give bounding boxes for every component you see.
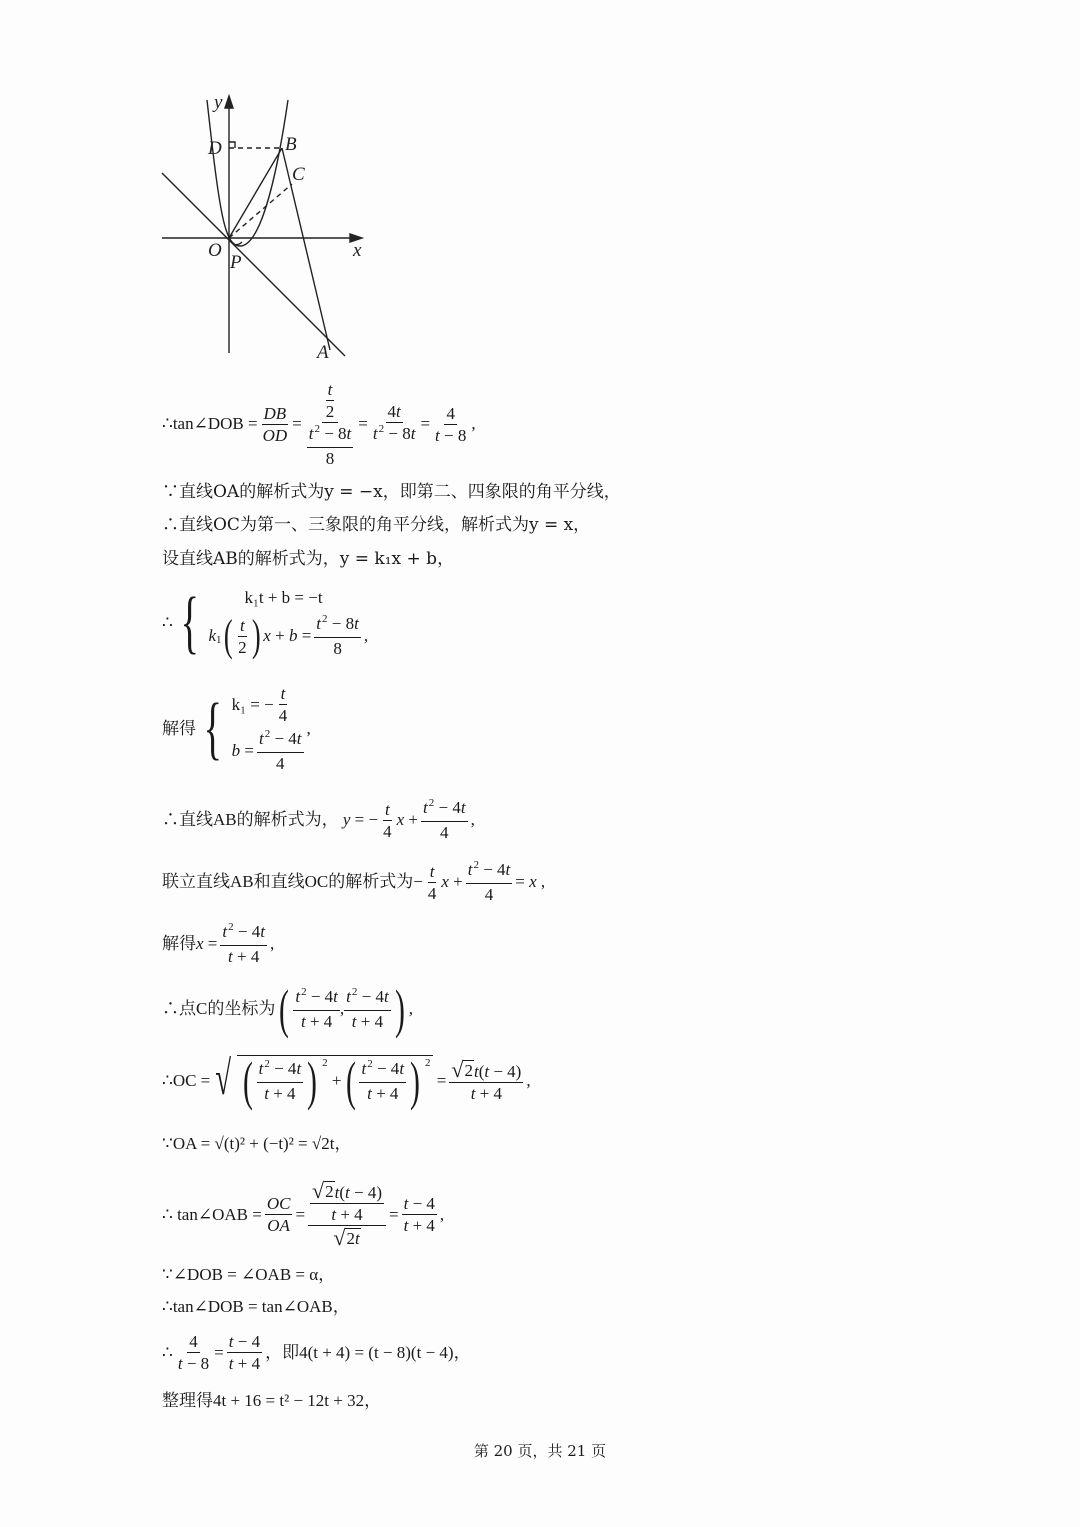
line-tan-oab: ∴ tan∠OAB = $\frac{OC}{OA}$ = √ 2 t(t − 4) t + 4 √ 2t = $\frac{t - 4}{t + 4}$ ,	[162, 1178, 445, 1250]
point-p-curve	[229, 238, 242, 245]
line-ab-expression: ∴直线AB的解析式为， y = − $\frac{t}{4}$ x + $\frac{t^2 - 4t}{4}$ ,	[162, 797, 475, 842]
solve-x-prefix: 解得	[162, 934, 196, 953]
label-p: P	[230, 252, 242, 273]
system-row-1: k₁t + b = −t	[244, 588, 323, 607]
tan-dob-prefix: ∴tan∠DOB =	[162, 414, 258, 433]
line-equation: ∴ $\frac{4}{t - 8}$ = $\frac{t - 4}{t + 4}$ ，即4(t + 4) = (t − 8)(t − 4)，	[162, 1332, 471, 1373]
line-ob	[229, 148, 282, 238]
line-solve-x: 解得 x = $\frac{t^2 - 4t}{t + 4}$ ,	[162, 921, 275, 966]
label-x: x	[353, 240, 362, 261]
line-tan-equal: ∴tan∠DOB = tan∠OAB，	[162, 1297, 350, 1316]
label-b: B	[285, 134, 297, 155]
oc-length-prefix: ∴OC =	[162, 1070, 211, 1090]
label-a: A	[317, 342, 329, 363]
equation-tail: ，即4(t + 4) = (t − 8)(t − 4)，	[265, 1342, 471, 1362]
line-angle-equal: ∵∠DOB = ∠OAB = α，	[162, 1265, 336, 1284]
label-c: C	[292, 164, 305, 185]
line-point-c: ∴点C的坐标为 ( $\frac{t^2 - 4t}{t + 4}$ , $\frac{t^2 - 4t}{t + 4}$ ) ,	[162, 979, 413, 1039]
k1-label: k₁ = −	[231, 694, 274, 714]
point-c-prefix: ∴点C的坐标为	[162, 999, 276, 1018]
line-simultaneous: 联立直线AB和直线OC的解析式为 − $\frac{t}{4}$ x + $\frac{t^2 - 4t}{4}$ = x ,	[162, 859, 546, 904]
system-prefix: ∴	[162, 613, 173, 632]
line-oc	[229, 184, 292, 238]
right-angle-mark	[229, 142, 235, 148]
line-oa	[162, 173, 345, 356]
solve-prefix: 解得	[162, 718, 196, 738]
label-y: y	[214, 92, 223, 113]
label-o: O	[208, 240, 222, 261]
line-system: ∴ { k₁t + b = −t k 1 ( $\frac{t}{2}$ ) x + b = $\frac{t^2 - 8t}{8}$ ,	[162, 584, 369, 661]
line-oa-length: ∵OA = √(t)² + (−t)² = √2t，	[162, 1134, 352, 1153]
page-footer: 第 20 页，共 21 页	[473, 1442, 607, 1460]
tan-oab-prefix: ∴ tan∠OAB =	[162, 1204, 262, 1224]
parabola	[207, 100, 288, 246]
line-simplify: 整理得4t + 16 = t² − 12t + 32，	[162, 1391, 382, 1410]
line-solve-k-b: 解得 { k₁ = − $\frac{t}{4}$ b = $\frac{t^2 - 4t}{4}$ ,	[162, 684, 311, 773]
ab-expression-prefix: ∴直线AB的解析式为，	[162, 810, 339, 829]
line-oc-statement: ∴直线OC为第一、三象限的角平分线，解析式为y = x，	[162, 515, 591, 535]
simultaneous-prefix: 联立直线AB和直线OC的解析式为	[162, 872, 414, 891]
coordinate-figure	[150, 88, 380, 368]
y-axis-arrow	[225, 96, 233, 108]
line-oc-length: ∴OC = √ ( $\frac{t^2 - 4t}{t + 4}$ ) 2 + ( $\frac{t^2 - 4t}{t + 4}$ ) 2 = √ 2 t(t − 4) t + 4 ,	[162, 1051, 531, 1111]
line-tan-dob: ∴tan∠DOB = $\frac{DB}{OD}$ = $\frac{\frac{t}{2}}{\frac{t^2 - 8t}{8}}$ = $\frac{4t}{t^2 - 8t}$ = $\frac{4}{t - 8}$ ,	[162, 380, 476, 468]
line-oa-statement: ∵直线OA的解析式为y = −x，即第二、四象限的角平分线，	[162, 482, 621, 502]
label-d: D	[208, 138, 222, 159]
line-ab	[282, 148, 330, 350]
line-ab-setup: 设直线AB的解析式为，y = k₁x + b，	[162, 549, 455, 569]
